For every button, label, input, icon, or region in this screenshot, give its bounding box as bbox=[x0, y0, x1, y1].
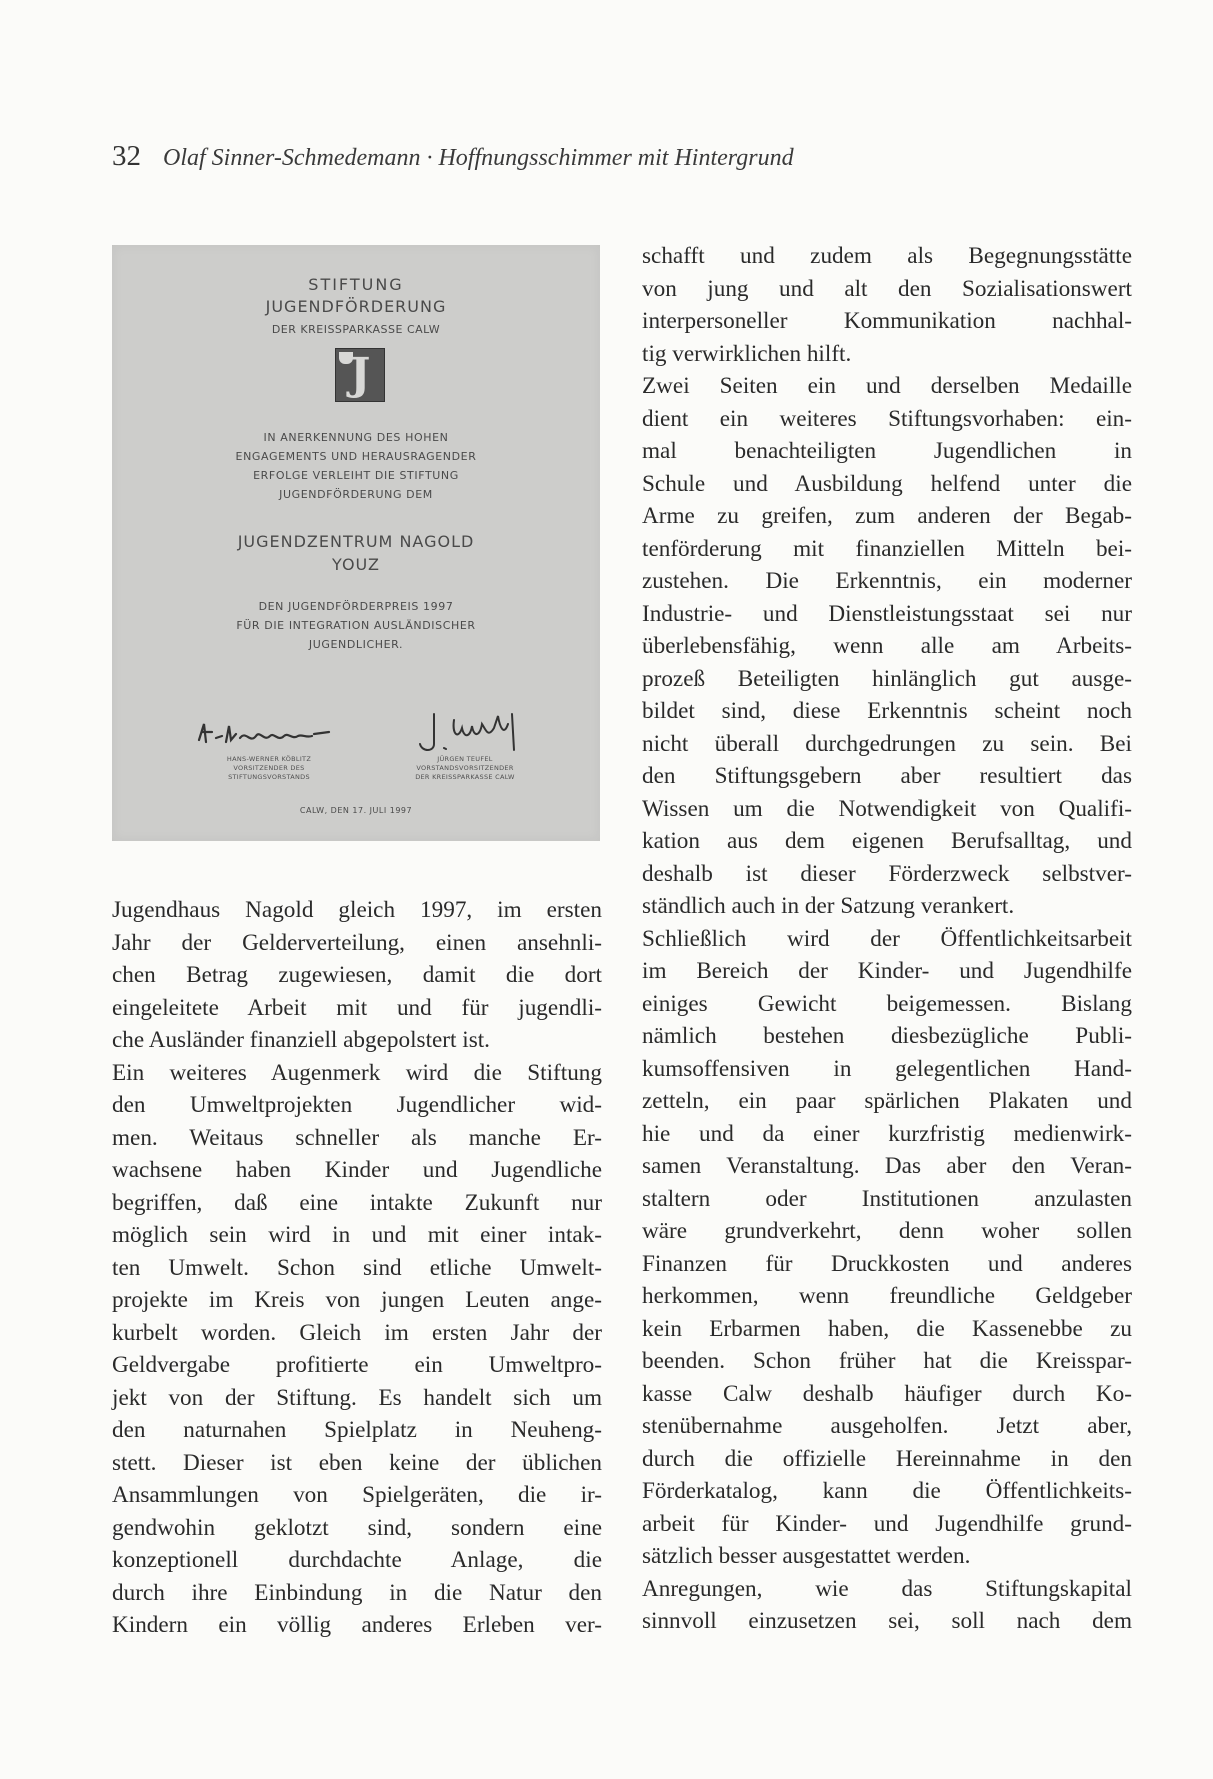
signature-left bbox=[194, 710, 344, 755]
certificate-text bbox=[172, 428, 540, 504]
text-line: nämlich bestehen diesbezügliche Publi- bbox=[642, 1023, 1132, 1049]
text-line: interpersoneller Kommunikation nachhal- bbox=[642, 308, 1132, 334]
text-line: den Umweltprojekten Jugendlicher wid- bbox=[112, 1092, 602, 1118]
text-line: wäre grundverkehrt, denn woher sollen bbox=[642, 1218, 1132, 1244]
text-line: samen Veranstaltung. Das aber den Veran- bbox=[642, 1153, 1132, 1179]
text-line: tig verwirklichen hilft. bbox=[642, 340, 852, 367]
text-line: Anregungen, wie das Stiftungskapital bbox=[642, 1575, 1132, 1602]
text-line: herkommen, wenn freundliche Geldgeber bbox=[642, 1283, 1132, 1309]
text-line: chen Betrag zugewiesen, damit die dort bbox=[112, 962, 602, 988]
text-line: im Bereich der Kinder- und Jugendhilfe bbox=[642, 958, 1132, 984]
text-line: wachsene haben Kinder und Jugendliche bbox=[112, 1157, 602, 1183]
text-line: Jahr der Gelderverteilung, einen ansehnli- bbox=[112, 929, 602, 956]
text-line: Finanzen für Druckkosten und anderes bbox=[642, 1250, 1132, 1277]
foundation-logo bbox=[335, 348, 385, 402]
text-line: konzeptionell durchdachte Anlage, die bbox=[112, 1547, 602, 1573]
signature-right-caption bbox=[380, 755, 550, 782]
text-line: zetteln, ein paar spärlichen Plakaten und bbox=[642, 1088, 1132, 1114]
text-line: den Stiftungsgebern aber resultiert das bbox=[642, 763, 1132, 789]
page-number: 32 bbox=[112, 140, 141, 172]
text-line: Jugendhaus Nagold gleich 1997, im ersten bbox=[112, 897, 602, 923]
text-line: Wissen um die Notwendigkeit von Qualifi- bbox=[642, 795, 1132, 822]
text-line: schafft und zudem als Begegnungsstätte bbox=[642, 243, 1132, 269]
text-line: einiges Gewicht beigemessen. Bislang bbox=[642, 990, 1132, 1017]
text-line: ständlich auch in der Satzung verankert. bbox=[642, 893, 1015, 919]
certificate-text-line: IN ANERKENNUNG DES HOHEN bbox=[263, 431, 449, 444]
text-line: stett. Dieser ist eben keine der üblichen bbox=[112, 1449, 602, 1476]
certificate-recipient-line2: YOUZ bbox=[332, 555, 380, 574]
certificate-text-line: ERFOLGE VERLEIHT DIE STIFTUNG bbox=[253, 469, 459, 482]
right-text-column bbox=[642, 240, 1132, 1638]
text-line: kation aus dem eigenen Berufsalltag, und bbox=[642, 828, 1132, 854]
text-line: Geldvergabe profitierte ein Umweltpro- bbox=[112, 1352, 602, 1378]
text-line: ten Umwelt. Schon sind etliche Umwelt- bbox=[112, 1254, 602, 1281]
certificate-photo bbox=[112, 245, 600, 841]
caption-line: STIFTUNGSVORSTANDS bbox=[228, 773, 310, 781]
text-line: Ein weiteres Augenmerk wird die Stiftung bbox=[112, 1059, 602, 1086]
certificate-text-line: ENGAGEMENTS UND HERAUSRAGENDER bbox=[235, 450, 477, 463]
text-line: hie und da einer kurzfristig medienwirk- bbox=[642, 1120, 1132, 1147]
text-line: Schließlich wird der Öffentlichkeitsarbeit bbox=[642, 925, 1132, 952]
handwritten-signature-icon bbox=[414, 710, 524, 755]
text-line: überlebensfähig, wenn alle am Arbeits- bbox=[642, 633, 1132, 659]
text-line: projekte im Kreis von jungen Leuten ange- bbox=[112, 1287, 602, 1313]
certificate-prize-line: FÜR DIE INTEGRATION AUSLÄNDISCHER bbox=[236, 619, 476, 632]
caption-line: VORSTANDSVORSITZENDER bbox=[416, 764, 514, 772]
running-header bbox=[112, 140, 794, 173]
text-line: Zwei Seiten ein und derselben Medaille bbox=[642, 373, 1132, 399]
text-line: möglich sein wird in und mit einer intak- bbox=[112, 1222, 602, 1248]
text-line: deshalb ist dieser Förderzweck selbstver- bbox=[642, 860, 1132, 887]
text-line: staltern oder Institutionen anzulasten bbox=[642, 1185, 1132, 1212]
certificate-recipient-line1: JUGENDZENTRUM NAGOLD bbox=[237, 532, 475, 551]
text-line: che Ausländer finanziell abgepolstert ist. bbox=[112, 1027, 490, 1053]
text-line: den naturnahen Spielplatz in Neuheng- bbox=[112, 1417, 602, 1443]
handwritten-signature-icon bbox=[194, 710, 344, 755]
text-line: gendwohin geklotzt sind, sondern eine bbox=[112, 1514, 602, 1541]
text-line: mal benachteiligten Jugendlichen in bbox=[642, 438, 1132, 464]
text-line: sätzlich besser ausgestattet werden. bbox=[642, 1543, 971, 1569]
text-line: kurbelt worden. Gleich im ersten Jahr der bbox=[112, 1319, 602, 1346]
text-line: bildet sind, diese Erkenntnis scheint noch bbox=[642, 698, 1132, 724]
text-line: men. Weitaus schneller als manche Er- bbox=[112, 1124, 602, 1151]
text-line: kein Erbarmen haben, die Kassenebbe zu bbox=[642, 1315, 1132, 1342]
certificate-title-line2: JUGENDFÖRDERUNG bbox=[265, 297, 447, 316]
text-line: zustehen. Die Erkenntnis, ein moderner bbox=[642, 568, 1132, 594]
signature-right bbox=[414, 710, 524, 755]
text-line: Schule und Ausbildung helfend unter die bbox=[642, 470, 1132, 497]
text-line: jekt von der Stiftung. Es handelt sich um bbox=[112, 1384, 602, 1411]
certificate-title-line1: STIFTUNG bbox=[308, 275, 404, 294]
caption-line: JÜRGEN TEUFEL bbox=[437, 755, 493, 763]
logo-letter: J bbox=[349, 349, 371, 400]
caption-line: HANS-WERNER KÖBLITZ bbox=[226, 755, 312, 763]
text-line: tenförderung mit finanziellen Mitteln bei- bbox=[642, 535, 1132, 562]
caption-line: VORSITZENDER DES bbox=[233, 764, 305, 772]
text-line: arbeit für Kinder- und Jugendhilfe grund- bbox=[642, 1510, 1132, 1537]
text-line: stenübernahme ausgeholfen. Jetzt aber, bbox=[642, 1413, 1132, 1439]
left-text-column bbox=[112, 894, 602, 1642]
certificate-subtitle: DER KREISSPARKASSE CALW bbox=[271, 323, 441, 336]
certificate-prize-line: JUGENDLICHER. bbox=[308, 638, 404, 651]
text-line: beenden. Schon früher hat die Kreisspar- bbox=[642, 1348, 1132, 1374]
text-line: eingeleitete Arbeit mit und für jugendli- bbox=[112, 994, 602, 1021]
signature-left-caption bbox=[194, 755, 344, 782]
running-title: Olaf Sinner-Schmedemann · Hoffnungsschimmer mit Hintergrund bbox=[163, 145, 794, 171]
text-line: durch die offizielle Hereinnahme in den bbox=[642, 1445, 1132, 1472]
caption-line: DER KREISSPARKASSE CALW bbox=[415, 773, 515, 781]
text-line: Industrie- und Dienstleistungsstaat sei nur bbox=[642, 600, 1132, 627]
text-line: kumsoffensiven in gelegentlichen Hand- bbox=[642, 1055, 1132, 1082]
certificate-date: CALW, DEN 17. JULI 1997 bbox=[299, 806, 413, 815]
certificate-prize-line: DEN JUGENDFÖRDERPREIS 1997 bbox=[258, 600, 454, 613]
text-line: Kindern ein völlig anderes Erleben ver- bbox=[112, 1612, 602, 1638]
text-line: Ansammlungen von Spielgeräten, die ir- bbox=[112, 1482, 602, 1508]
text-line: begriffen, daß eine intakte Zukunft nur bbox=[112, 1189, 602, 1216]
text-line: Arme zu greifen, zum anderen der Begab- bbox=[642, 503, 1132, 529]
text-line: von jung und alt den Sozialisationswert bbox=[642, 275, 1132, 302]
text-line: dient ein weiteres Stiftungsvorhaben: ein- bbox=[642, 405, 1132, 432]
text-line: prozeß Beteiligten hinlänglich gut ausge- bbox=[642, 665, 1132, 692]
certificate-text-line: JUGENDFÖRDERUNG DEM bbox=[279, 488, 433, 501]
text-line: Förderkatalog, kann die Öffentlichkeits- bbox=[642, 1478, 1132, 1504]
text-line: sinnvoll einzusetzen sei, soll nach dem bbox=[642, 1608, 1132, 1634]
text-line: nicht überall durchgedrungen zu sein. Bei bbox=[642, 730, 1132, 757]
certificate-prize bbox=[152, 597, 560, 654]
text-line: kasse Calw deshalb häufiger durch Ko- bbox=[642, 1380, 1132, 1407]
text-line: durch ihre Einbindung in die Natur den bbox=[112, 1579, 602, 1606]
